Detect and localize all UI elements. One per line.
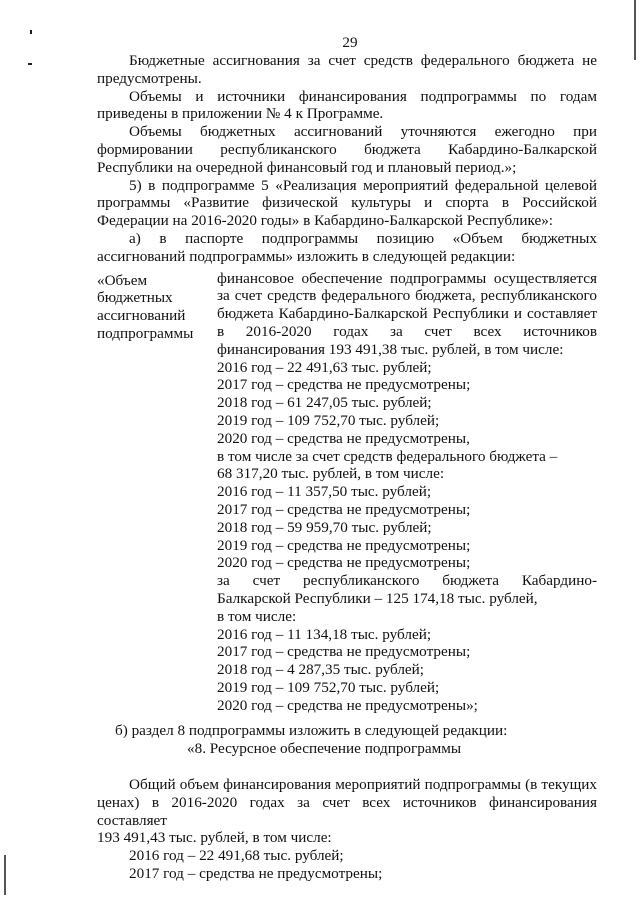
intro-paragraphs	[97, 52, 597, 266]
document-body	[97, 52, 597, 883]
intro-line: приведены в приложении № 4 к Программе.	[97, 105, 384, 123]
scan-mark	[4, 855, 6, 895]
section-b-line: б) раздел 8 подпрограммы изложить в следующей редакции:	[115, 722, 508, 740]
table-left-line: «Объем	[97, 271, 148, 289]
table-right-line: финансовое обеспечение подпрограммы осуществляется	[217, 269, 597, 287]
scan-mark	[634, 0, 636, 60]
table-right-line: 2018 год – 59 959,70 тыс. рублей;	[217, 518, 432, 536]
table-right-line: 2016 год – 22 491,63 тыс. рублей;	[217, 358, 432, 376]
table-right-line: в том числе за счет средств федерального бюджета –	[217, 447, 558, 465]
table-right-line: в 2016-2020 годах за счет всех источников	[217, 322, 597, 340]
table-right-line: 2017 год – средства не предусмотрены;	[217, 500, 471, 518]
table-right-line: 2019 год – 109 752,70 тыс. рублей;	[217, 678, 440, 696]
table-left-line: бюджетных	[97, 289, 173, 307]
table-right-line: 2019 год – средства не предусмотрены;	[217, 536, 471, 554]
table-left-column	[97, 270, 217, 715]
passport-table	[97, 270, 597, 715]
outro-line: Общий объем финансирования мероприятий подпрограммы (в текущих	[129, 776, 597, 794]
intro-line: 5) в подпрограмме 5 «Реализация мероприятий федеральной целевой	[129, 176, 597, 194]
outro-line: ценах) в 2016-2020 годах за счет всех источников финансирования составляет	[97, 793, 597, 829]
scan-mark	[30, 30, 32, 34]
table-right-line: 2017 год – средства не предусмотрены;	[217, 376, 471, 394]
table-right-line: 2020 год – средства не предусмотрены,	[217, 429, 470, 447]
table-right-line: 2016 год – 11 357,50 тыс. рублей;	[217, 483, 432, 501]
intro-line: Объемы бюджетных ассигнований уточняются ежегодно при	[129, 123, 597, 141]
intro-line: Объемы и источники финансирования подпрограммы по годам	[129, 87, 597, 105]
intro-line: Республики на очередной финансовый год и плановый период.»;	[97, 158, 517, 176]
table-right-column	[217, 270, 597, 715]
table-left-line: подпрограммы	[97, 324, 194, 342]
table-right-line: 2017 год – средства не предусмотрены;	[217, 643, 471, 661]
table-right-line: 2016 год – 11 134,18 тыс. рублей;	[217, 625, 432, 643]
scan-mark	[28, 63, 32, 65]
intro-line: Бюджетные ассигнования за счет средств федерального бюджета не	[129, 52, 597, 69]
section-title: «8. Ресурсное обеспечение подпрограммы	[187, 740, 462, 758]
table-right-line: бюджета Кабардино-Балкарской Республики и составляет	[217, 305, 597, 323]
table-right-line: за счет республиканского бюджета Кабардино-	[217, 572, 597, 590]
table-right-line: 2020 год – средства не предусмотрены;	[217, 554, 471, 572]
table-right-line: за счет средств федерального бюджета, республиканского	[217, 287, 597, 305]
table-right-line: 2018 год – 4 287,35 тыс. рублей;	[217, 661, 425, 679]
outro-line: 193 491,43 тыс. рублей, в том числе:	[97, 829, 332, 847]
table-right-line: 68 317,20 тыс. рублей, в том числе:	[217, 465, 445, 483]
intro-line: формировании республиканского бюджета Кабардино-Балкарской	[97, 140, 597, 158]
table-right-line: в том числе:	[217, 607, 297, 625]
table-right-line: Балкарской Республики – 125 174,18 тыс. рублей,	[217, 589, 538, 607]
outro-line: 2017 год – средства не предусмотрены;	[129, 865, 383, 883]
outro-paragraphs	[97, 776, 597, 883]
intro-line: а) в паспорте подпрограммы позицию «Объем бюджетных	[129, 229, 597, 247]
table-right-line: финансирования 193 491,38 тыс. рублей, в том числе:	[217, 340, 564, 358]
page-number: 29	[342, 34, 358, 51]
table-right-line: 2020 год – средства не предусмотрены»;	[217, 696, 478, 714]
intro-line: ассигнований подпрограммы» изложить в следующей редакции:	[97, 247, 516, 265]
table-right-line: 2018 год – 61 247,05 тыс. рублей;	[217, 394, 432, 412]
table-right-line: 2019 год – 109 752,70 тыс. рублей;	[217, 411, 440, 429]
intro-line: Федерации на 2016-2020 годы» в Кабардино-Балкарской Республике»:	[97, 212, 554, 230]
table-left-line: ассигнований	[97, 307, 186, 325]
outro-line: 2016 год – 22 491,68 тыс. рублей;	[129, 847, 344, 865]
intro-line: программы «Развитие физической культуры и спорта в Российской	[97, 194, 597, 212]
intro-line: предусмотрены.	[97, 69, 202, 87]
